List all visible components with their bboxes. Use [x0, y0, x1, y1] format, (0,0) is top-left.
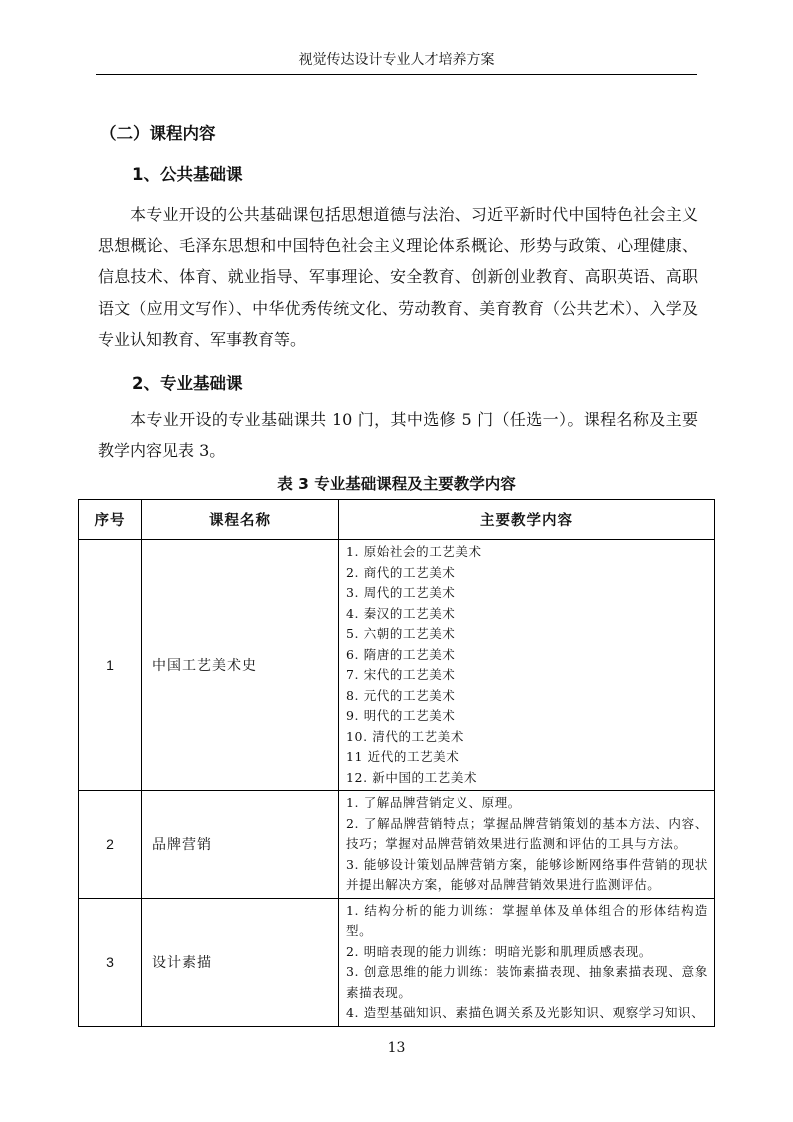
content-item: 2. 了解品牌营销特点；掌握品牌营销策划的基本方法、内容、技巧；掌握对品牌营销效果进行监测和评估的工具与方法。 — [346, 815, 708, 851]
content-item: 12. 新中国的工艺美术 — [346, 769, 478, 785]
course-content — [339, 898, 715, 1026]
table-caption: 表 3 专业基础课程及主要教学内容 — [277, 475, 516, 493]
course-name: 品牌营销 — [142, 791, 339, 899]
content-item: 1. 原始社会的工艺美术 — [346, 544, 482, 559]
content-item: 3. 能够设计策划品牌营销方案，能够诊断网络事件营销的现状并提出解决方案，能够对品牌营销效果进行监测评估。 — [346, 856, 708, 892]
content-item: 7. 宋代的工艺美术 — [346, 667, 456, 682]
page-header: 视觉传达设计专业人才培养方案 — [298, 52, 495, 68]
content-item: 8. 元代的工艺美术 — [346, 687, 456, 703]
column-header-content: 主要教学内容 — [339, 500, 715, 540]
content-item: 4. 造型基础知识、素描色调关系及光影知识、观察学习知识、 — [346, 1005, 705, 1020]
column-header-name: 课程名称 — [142, 500, 339, 540]
professional-courses-paragraph: 本专业开设的专业基础课共 10 门，其中选修 5 门（任选一）。课程名称及主要教学内容见表 3。 — [98, 410, 698, 461]
content-item: 9. 明代的工艺美术 — [346, 708, 456, 723]
content-item: 1. 了解品牌营销定义、原理。 — [346, 795, 521, 810]
content-item: 4. 秦汉的工艺美术 — [346, 605, 456, 621]
table-row — [79, 898, 715, 1026]
course-content — [339, 540, 715, 791]
content-item: 10. 清代的工艺美术 — [346, 728, 464, 744]
column-header-no: 序号 — [79, 500, 142, 540]
header-rule — [96, 74, 697, 75]
table-row — [79, 791, 715, 899]
section-heading: （二）课程内容 — [100, 124, 216, 143]
row-number: 1 — [79, 540, 142, 791]
content-item: 11 近代的工艺美术 — [346, 749, 460, 764]
row-number: 3 — [79, 898, 142, 1026]
content-item: 3. 创意思维的能力训练：装饰素描表现、抽象素描表现、意象素描表现。 — [346, 964, 708, 1000]
table-row — [79, 540, 715, 791]
course-table — [78, 499, 715, 1027]
page-number: 13 — [387, 1040, 406, 1056]
content-item: 2. 商代的工艺美术 — [346, 564, 456, 580]
course-name: 设计素描 — [142, 898, 339, 1026]
course-name: 中国工艺美术史 — [142, 540, 339, 791]
content-item: 5. 六朝的工艺美术 — [346, 626, 456, 641]
table-header-row — [79, 500, 715, 540]
public-courses-paragraph: 本专业开设的公共基础课包括思想道德与法治、习近平新时代中国特色社会主义思想概论、毛泽东思想和中国特色社会主义理论体系概论、形势与政策、心理健康、信息技术、体育、就业指导、军事理论、安全教育、创新创业教育、高职英语、高职语文（应用文写作）、中华优秀传统文化、劳动教育、美育教育（公共艺术）、入学及专业认知教育、军事教育等。 — [98, 205, 698, 349]
public-courses-heading: 1、公共基础课 — [132, 165, 243, 184]
content-item: 1. 结构分析的能力训练：掌握单体及单体组合的形体结构造型。 — [346, 902, 708, 938]
content-item: 3. 周代的工艺美术 — [346, 585, 456, 600]
content-item: 6. 隋唐的工艺美术 — [346, 646, 456, 662]
row-number: 2 — [79, 791, 142, 899]
professional-courses-heading: 2、专业基础课 — [132, 374, 243, 393]
content-item: 2. 明暗表现的能力训练：明暗光影和肌理质感表现。 — [346, 943, 652, 959]
course-content — [339, 791, 715, 899]
